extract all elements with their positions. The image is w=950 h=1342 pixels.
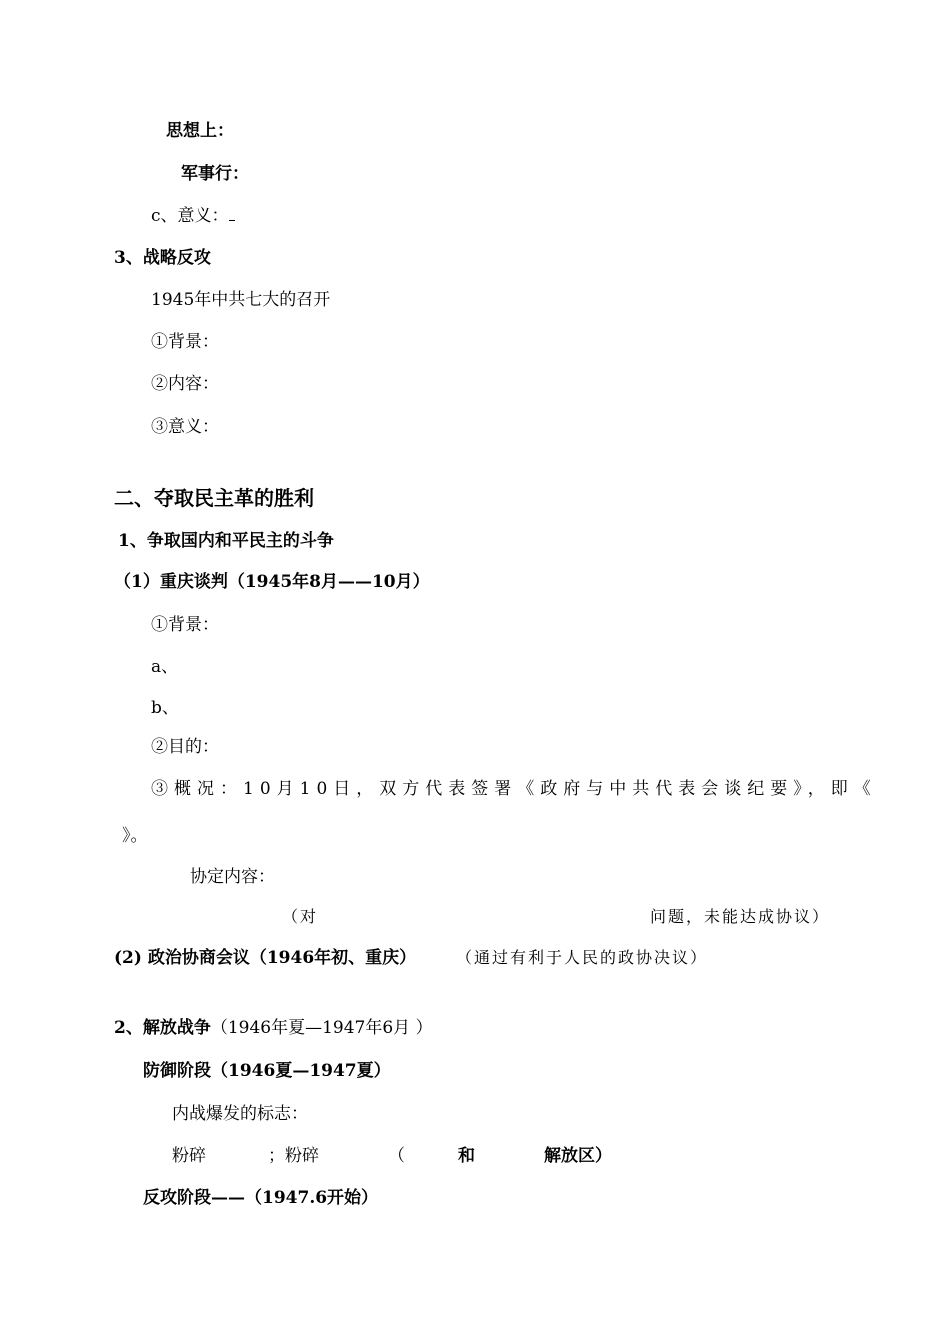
subheading-defense-stage: 防御阶段（1946夏—1947夏） [143, 1061, 391, 1081]
subheading-counteroffensive-stage: 反攻阶段——（1947.6开始） [143, 1188, 379, 1208]
line-agreement-open: （对 [282, 907, 319, 926]
section-heading-two: 二、夺取民主革的胜利 [114, 486, 314, 510]
line-overview-close: 》。 [122, 826, 148, 846]
line-agreement-close: 问题，未能达成协议） [650, 907, 831, 926]
line-crush-paren: （ [388, 1146, 405, 1166]
line-ideology: 思想上： [166, 121, 234, 141]
line-crush-2: ；粉碎 [268, 1146, 319, 1166]
line-background-2: ①背景： [151, 615, 219, 635]
line-crush-1: 粉碎 [172, 1146, 206, 1166]
liberation-war-title: 2、解放战争 [114, 1018, 211, 1038]
heading-strategic-counteroffensive: 3、战略反攻 [114, 248, 211, 268]
line-significance: ③意义： [151, 417, 219, 437]
subheading-pcc: (2) 政治协商会议（1946年初、重庆） [114, 948, 417, 968]
subheading-peace-struggle: 1、争取国内和平民主的斗争 [118, 531, 334, 551]
line-overview: ③概况：10月10日，双方代表签署《政府与中共代表会谈纪要》，即《 [151, 779, 877, 799]
line-b: b、 [151, 698, 179, 718]
line-agreement-content: 协定内容： [190, 867, 275, 887]
liberation-war-dates: （1946年夏—1947年6月 ） [210, 1018, 433, 1038]
line-background: ①背景： [151, 332, 219, 352]
line-purpose: ②目的： [151, 737, 219, 757]
line-content: ②内容： [151, 374, 219, 394]
line-pcc-note: （通过有利于人民的政协决议） [456, 948, 709, 967]
line-crush-and: 和 [458, 1146, 475, 1166]
line-significance-c [151, 205, 235, 227]
significance-c-text: c、意义： [151, 206, 229, 226]
line-a: a、 [151, 657, 179, 677]
line-liberated-area: 解放区） [544, 1146, 612, 1166]
blank-underline [229, 206, 235, 221]
line-military: 军事行： [181, 164, 249, 184]
line-civil-war-outbreak: 内战爆发的标志： [172, 1104, 308, 1124]
subheading-chongqing-talks: （1）重庆谈判（1945年8月——10月） [114, 572, 430, 592]
heading-liberation-war [114, 1017, 433, 1039]
line-seventh-congress: 1945年中共七大的召开 [151, 290, 331, 310]
